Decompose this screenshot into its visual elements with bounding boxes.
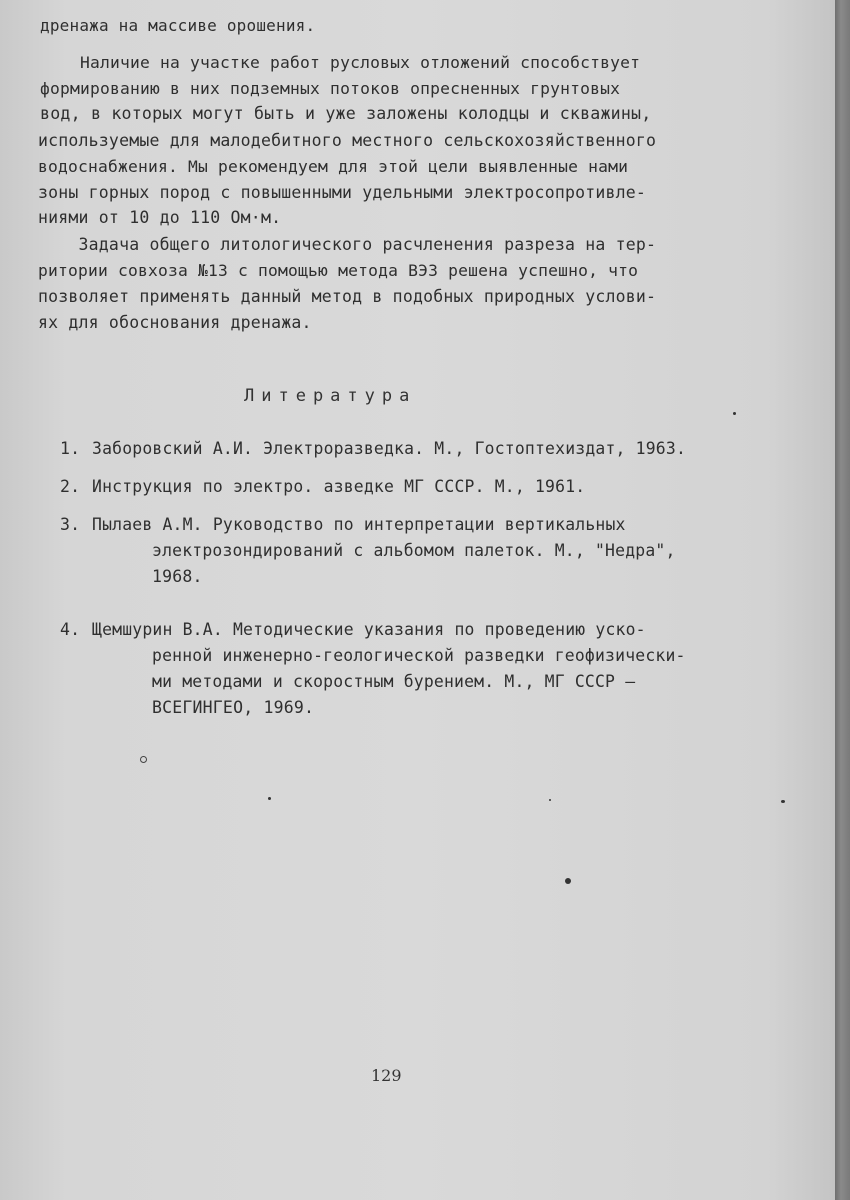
body-line: ях для обоснования дренажа. [38, 313, 312, 332]
reference-line: Щемшурин В.А. Методические указания по проведению уско- [92, 620, 646, 639]
page-edge-shadow [835, 0, 850, 1200]
body-line: ниями от 10 до 110 Ом·м. [38, 208, 282, 227]
page-number: 129 [371, 1066, 402, 1085]
reference-line: электрозондирований с альбомом палеток. М., "Недра", [152, 541, 676, 560]
references-heading: Литература [244, 386, 417, 406]
body-line: дренажа на массиве орошения. [40, 16, 316, 35]
reference-line: ренной инженерно-геологической разведки геофизически- [152, 646, 686, 665]
reference-line: ми методами и скоростным бурением. М., МГ СССР — [152, 672, 636, 691]
body-line: Наличие на участке работ русловых отложений способствует [40, 53, 641, 72]
reference-line: Пылаев А.М. Руководство по интерпретации вертикальных [92, 515, 626, 534]
paper-speck [140, 756, 147, 763]
reference-number: 2. [60, 477, 81, 496]
body-line: позволяет применять данный метод в подобных природных услови- [38, 287, 657, 306]
paper-speck [549, 799, 551, 801]
reference-number: 3. [60, 515, 81, 534]
reference-line: Заборовский А.И. Электроразведка. М., Гостоптехиздат, 1963. [92, 439, 687, 458]
reference-line: Инструкция по электро. азведке МГ СССР. М., 1961. [92, 477, 586, 496]
reference-line: ВСЕГИНГЕО, 1969. [152, 698, 315, 717]
body-line: Задача общего литологического расчленения разреза на тер- [38, 235, 657, 254]
reference-number: 1. [60, 439, 81, 458]
paper-speck [733, 412, 736, 415]
reference-number: 4. [60, 620, 81, 639]
body-line: используемые для малодебитного местного сельскохозяйственного [38, 131, 657, 150]
body-line: зоны горных пород с повышенными удельными электросопротивле- [38, 183, 647, 202]
body-line: ритории совхоза №13 с помощью метода ВЭЗ решена успешно, что [38, 261, 639, 280]
paper-speck [268, 797, 271, 800]
body-line: водоснабжения. Мы рекомендуем для этой цели выявленные нами [38, 157, 629, 176]
paper-speck [565, 878, 571, 884]
reference-line: 1968. [152, 567, 203, 586]
paper-speck [781, 800, 785, 803]
body-line: вод, в которых могут быть и уже заложены колодцы и скважины, [40, 104, 652, 123]
body-line: формированию в них подземных потоков опресненных грунтовых [40, 79, 621, 98]
